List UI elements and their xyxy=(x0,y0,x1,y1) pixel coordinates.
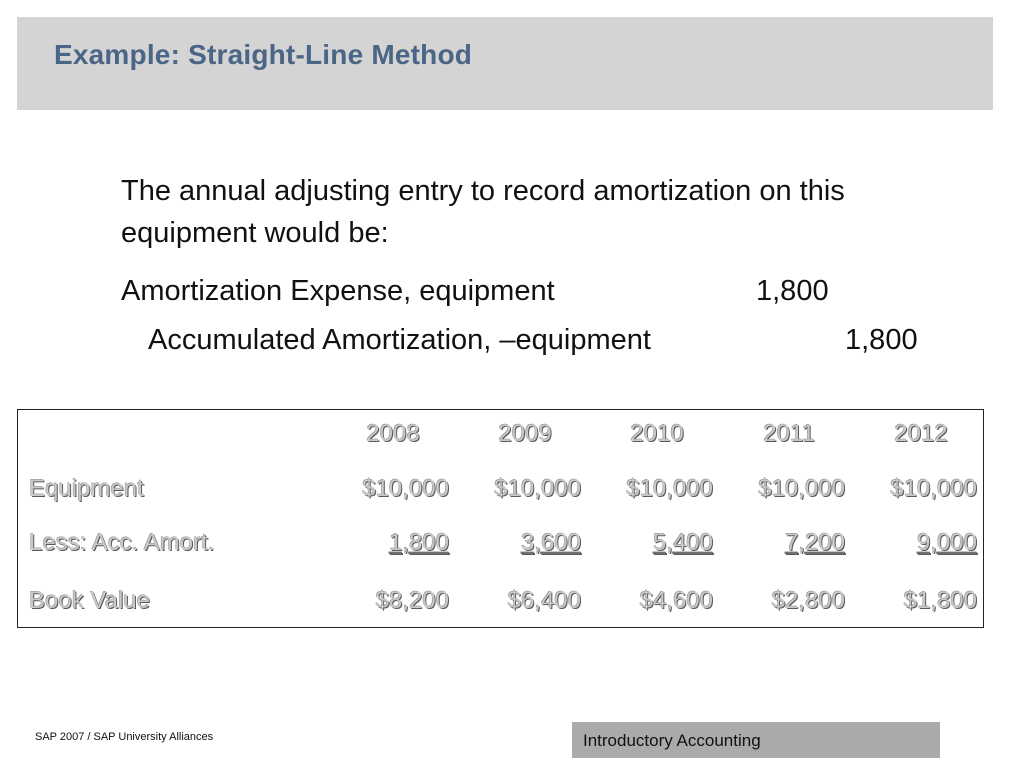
year-header: 2012 xyxy=(894,420,948,447)
table-cell: $10,000 xyxy=(494,475,581,502)
footer-course-box xyxy=(572,722,940,758)
footer-copyright: SAP 2007 / SAP University Alliances xyxy=(35,731,214,743)
table-cell: $4,600 xyxy=(639,587,713,614)
table-cell: $8,200 xyxy=(375,587,449,614)
row-label-equipment: Equipment xyxy=(29,475,144,502)
credit-amount: 1,800 xyxy=(845,324,918,356)
year-header: 2008 xyxy=(366,420,420,447)
debit-amount: 1,800 xyxy=(756,275,829,307)
intro-text: The annual adjusting entry to record amortization on this equipment would be: xyxy=(121,175,845,249)
table-cell: $10,000 xyxy=(626,475,713,502)
table-cell: 5,400 xyxy=(652,529,713,556)
footer-course-title: Introductory Accounting xyxy=(583,731,761,750)
slide-title: Example: Straight-Line Method xyxy=(54,39,473,70)
debit-account: Amortization Expense, equipment xyxy=(121,275,555,307)
table-cell: $6,400 xyxy=(507,587,581,614)
table-cell: 3,600 xyxy=(520,529,581,556)
amortization-schedule-table xyxy=(17,409,984,628)
table-cell: $10,000 xyxy=(890,475,977,502)
table-cell: $10,000 xyxy=(362,475,449,502)
year-header: 2011 xyxy=(763,420,815,447)
table-cell: $10,000 xyxy=(758,475,845,502)
row-label-accumulated-amortization: Less: Acc. Amort. xyxy=(29,529,215,556)
title-bar xyxy=(17,17,993,110)
table-cell: 9,000 xyxy=(916,529,977,556)
table-cell: 1,800 xyxy=(388,529,449,556)
row-label-book-value: Book Value xyxy=(29,587,150,614)
table-cell: $1,800 xyxy=(903,587,977,614)
table-cell: $2,800 xyxy=(771,587,845,614)
credit-account: Accumulated Amortization, –equipment xyxy=(148,324,651,356)
table-cell: 7,200 xyxy=(784,529,845,556)
year-header: 2009 xyxy=(498,420,552,447)
year-header: 2010 xyxy=(630,420,684,447)
